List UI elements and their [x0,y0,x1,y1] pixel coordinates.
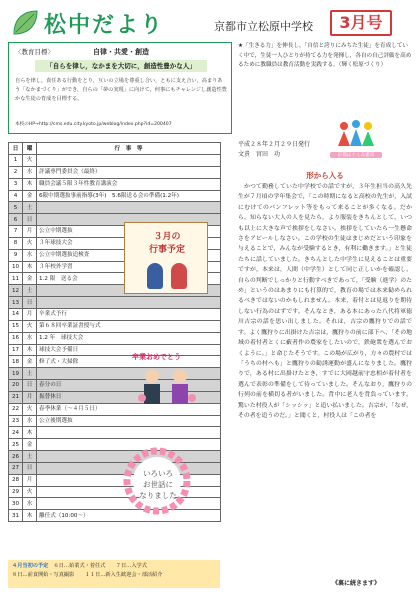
schedule-day: 10 [9,261,23,273]
schedule-day: 23 [9,415,23,427]
schedule-event: 卒業式予行 [37,308,221,320]
schedule-row [9,320,221,332]
schedule-event: ３年球技大会 [37,237,221,249]
education-goal-box [8,42,232,134]
schedule-day: 20 [9,380,23,392]
schedule-day: 12 [9,285,23,297]
april-plans-line1: ６日…始業式・着任式 ７日…入学式 [48,563,147,569]
schedule-weekday: 金 [23,273,37,285]
schedule-day: 24 [9,427,23,439]
schedule-event [37,155,221,167]
hina-doll-icon [171,263,187,289]
goal-label: 〈教育目標〉 [15,48,54,56]
schedule-day: 15 [9,320,23,332]
schedule-day: 26 [9,451,23,463]
people-icon [336,118,376,148]
schedule-day: 2 [9,166,23,178]
schedule-weekday: 水 [23,332,37,344]
schedule-event: 1.2 限 送る会 [37,273,221,285]
flower-text-line2: お世話に [143,480,173,489]
schedule-day: 8 [9,237,23,249]
schedule-row [9,427,221,439]
schedule-weekday: 日 [23,380,37,392]
schedule-weekday: 日 [23,297,37,309]
schedule-row [9,297,221,309]
issue-badge: 3月号 [330,10,392,36]
school-name: 京都市立松原中学校 [214,20,313,33]
schedule-event: 1.2 年 球技大会 [37,332,221,344]
schedule-day: 16 [9,332,23,344]
schedule-event: 公立後期選抜 [37,415,221,427]
illustration-title-line2: 行事予定 [148,245,185,255]
schedule-day: 6 [9,214,23,226]
schedule-weekday: 木 [23,178,37,190]
schedule-weekday: 木 [23,510,37,522]
leaf-icon [10,8,40,38]
schedule-day: 17 [9,344,23,356]
schedule-weekday: 日 [23,214,37,226]
schedule-row [9,166,221,178]
schedule-weekday: 月 [23,474,37,486]
hina-doll-icon [147,263,163,289]
schedule-weekday: 火 [23,155,37,167]
schedule-event: ３年校外学習 [37,261,221,273]
schedule-day: 25 [9,439,23,451]
schedule-weekday: 月 [23,391,37,403]
schedule-weekday: 土 [23,451,37,463]
schedule-day: 21 [9,391,23,403]
april-plans [8,560,220,588]
goal-main: 自律・共愛・創造 [93,48,149,56]
april-plans-heading: ４月当初の予定 [12,563,49,569]
schedule-event: 公立中期選抜追検査 [37,249,221,261]
schedule-weekday: 火 [23,237,37,249]
schedule-day: 7 [9,226,23,238]
schedule-weekday: 水 [23,498,37,510]
goal-text: 自らを律し，責任ある行動をとり，互いの立場を尊重し合い，ともに支え合い，高まりあう「なかまづくり」ができ，自らの「夢の実現」に向けて，何事にもチャレンジし創造性豊かな生徒の育成を目標する。 [15,78,227,102]
header-weekday: 曜 [23,143,37,155]
schedule-weekday: 火 [23,403,37,415]
article-title: 形から入る [306,171,344,180]
schedule-day: 19 [9,368,23,380]
schedule-day: 31 [9,510,23,522]
schedule-day: 22 [9,403,23,415]
schedule-day: 28 [9,474,23,486]
schedule-event [37,297,221,309]
issue-info [238,140,318,160]
schedule-day: 13 [9,297,23,309]
graduation-illustration [126,352,208,410]
schedule-event [37,202,221,214]
schedule-weekday: 土 [23,202,37,214]
flower-text-line1: いろいろ [143,469,173,478]
policy-note [238,42,412,134]
schedule-weekday: 水 [23,415,37,427]
continued-on-back: 《裏に続きます》 [332,580,381,587]
schedule-row [9,202,221,214]
goal-motto: 「自らを律し，なかまを大切に，創造性豊かな人」 [35,60,207,72]
masthead [8,6,412,40]
schedule-weekday: 水 [23,166,37,178]
schedule-event: 離任式（10:00～） [37,510,221,522]
schedule-weekday: 火 [23,486,37,498]
schedule-event: 修了式・大掃除 [37,356,221,368]
schedule-day: 4 [9,190,23,202]
graduation-message: 卒業おめでとう [132,353,181,361]
schedule-event: 第６８回卒業証書授与式 [37,320,221,332]
kyoto-charter-logo [330,118,382,164]
schedule-weekday: 月 [23,226,37,238]
schedule-row [9,415,221,427]
issue-date: 平成２８年２月２９日発行 [238,141,311,148]
schedule-event [37,427,221,439]
march-events-illustration [124,222,208,294]
schedule-weekday: 木 [23,344,37,356]
schedule-event: 6限中期選抜事前指導(3年) 5.6限送る会の準備(1.2年) [37,190,221,202]
schedule-day: 14 [9,308,23,320]
april-plans-line2: ８日…前食開始・写真撮影 １１日…新入生歓迎会・部活紹介 [12,572,163,578]
newsletter-title: 松中だより [44,13,165,38]
schedule-day: 18 [9,356,23,368]
article-body: かつて勤務していた中学校での話ですが，３年生担当の高久先生が７月頃の学年集会で，「この時期になると高校の先生が，入試にむけてのパンフレット等をもって来ることが多くなる。だから，知らない大人の人を見たら，より服装をきちんとして，いつも以上に大きな声で挨拶をしなさい。挨拶をしていたら一生懸命さをアピールしなさい。この学校の生徒はまじめだという印象を与えることで，みんなが受験するとき，有利に働きます。」と生徒たちに話していました。きちんとした中学生に見えることは重要ですが，本来は，人間（中学生）として同じ正しいかを確認し，自らの判断でしっかりと行動すべきであって，「受験（進学）のため」というのはあまりにも打算的で，教育の場では本来勧められるべきではないのかもしれません。本来，着付とは見返りを期待しない行為のはずです。そんなとき，ある本にあった八代将軍徳川吉宗の話を思い出しました。それは，吉宗の鷹狩りでの話です。よく鷹狩りに出掛けた吉宗は，鷹狩りの前に部下へ，「その地域の着付者とくに藪者作の農家をしたいので，鉄砲衆を選んでおくように。」と命じたそうです。この場が広がり，方々の農村では「うちの村へも」と鷹狩りの勧誘運動が盛んになりました。鷹狩りで，ある村に出掛けたとき，すでに大岡越前守忠相が着付者を選んで表彰の準備をして待っていました。そんなおり，鷹狩りの行列の前を横切る者がいました。背中に老人を背負っています。驚いた村役人が「シッシッ」と追い払いました。吉宗が，「なぜ，その者を追うのだ。」と聞くと，村役人は「この者を [238,184,412,419]
schedule-weekday: 木 [23,427,37,439]
schedule-event: 職員会議５限３年性教育講演会 [37,178,221,190]
thank-you-flower-illustration [122,446,192,516]
article-author: 文責 宮田 功 [238,151,281,158]
illustration-title-line1: ３月の [153,232,181,242]
schedule-event: 春分の日 [37,380,221,392]
schedule-weekday: 金 [23,439,37,451]
schedule-day: 5 [9,202,23,214]
schedule-event: 春季休業（～４月５日） [37,403,221,415]
schedule-weekday: 土 [23,368,37,380]
schedule-day: 1 [9,155,23,167]
graduates-icon [134,364,200,408]
schedule-weekday: 土 [23,285,37,297]
schedule-day: 29 [9,486,23,498]
schedule-row [9,155,221,167]
schedule-row [9,308,221,320]
schedule-day: 9 [9,249,23,261]
schedule-row [9,332,221,344]
schedule-day: 27 [9,462,23,474]
schedule-row [9,190,221,202]
header-events: 行 事 等 [37,143,221,155]
schedule-weekday: 木 [23,261,37,273]
schedule-event: 球技大会予備日 [37,344,221,356]
schedule-weekday: 水 [23,249,37,261]
schedule-weekday: 日 [23,462,37,474]
logo-caption: 京都はぐくみ憲章 [330,152,382,158]
schedule-weekday: 金 [23,356,37,368]
schedule-day: 30 [9,498,23,510]
schedule-weekday: 火 [23,320,37,332]
schedule-event: 振替休日 [37,391,221,403]
schedule-weekday: 金 [23,190,37,202]
flower-text-line3: なりました [139,491,177,500]
schedule-event: 評議専門委員会（最終） [37,166,221,178]
schedule-day: 11 [9,273,23,285]
schedule-row [9,178,221,190]
policy-note-text: ★「生きる力」を伸長し，「自信と誇りにみちた生徒」を育成していく中で，生徒一人ひとりが持てる力を発揮し，各自の自己評価を高めるために教職員は教育活動を実践する。（輝く松原づくり） [238,43,412,68]
schedule-day: 3 [9,178,23,190]
school-homepage-link[interactable]: 本校のHP→http://cms.edu.city.kyoto.jp/weblog/index.php?id=200407 [15,122,172,127]
schedule-event: 公立中期選抜 [37,226,221,238]
header-day: 日 [9,143,23,155]
schedule-weekday: 月 [23,308,37,320]
